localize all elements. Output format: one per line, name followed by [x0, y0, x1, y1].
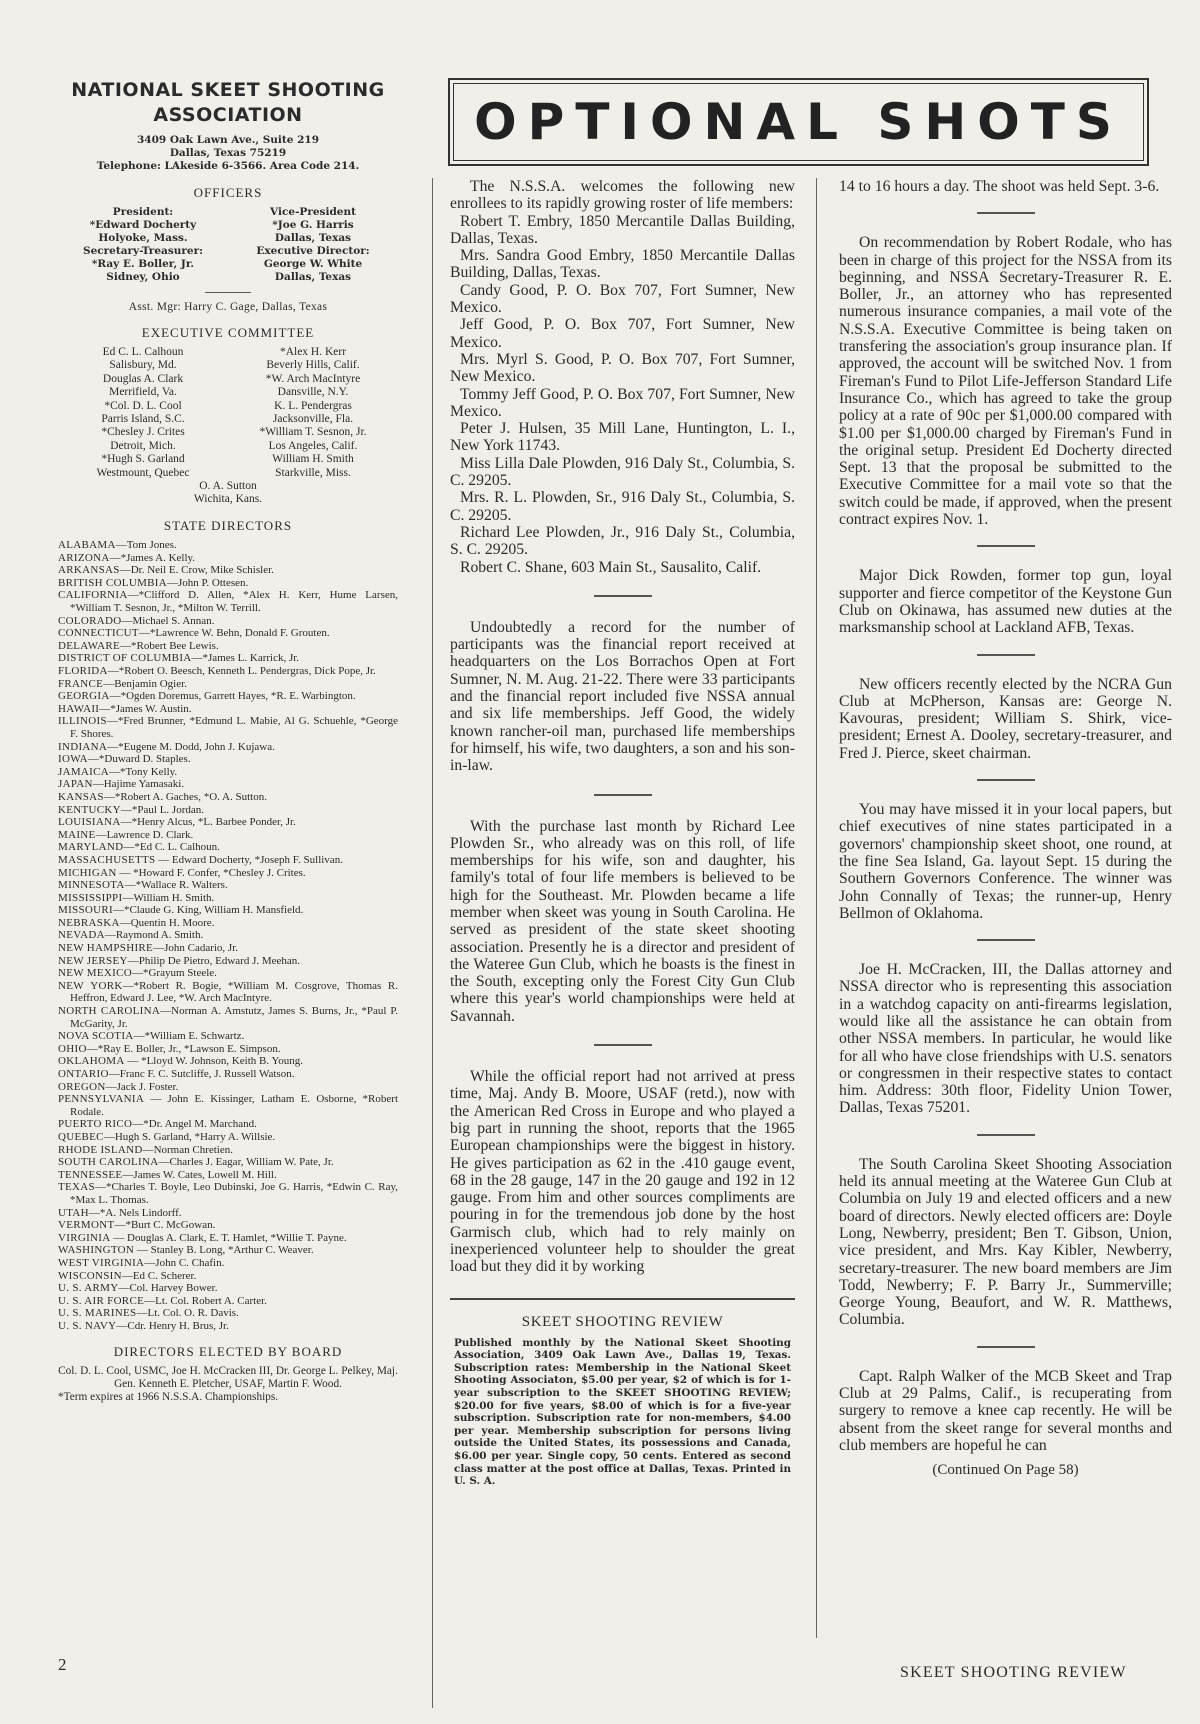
director-names: —*James L. Karrick, Jr.: [191, 652, 300, 665]
state-director-entry: [58, 665, 398, 678]
state-director-entry: [58, 1207, 398, 1220]
state-name: JAPAN: [58, 778, 93, 791]
state-name: MAINE: [58, 828, 96, 841]
state-director-entry: [58, 1320, 398, 1333]
governors-paragraph: You may have missed it in your local papers, but chief executives of nine states participated in a governors' championship skeet shoot, one round, at the fine Sea Island, Ga. layout Sept. 15 during the Southern Governors Conference. The winner was John Connally of Texas; the runner-up, Henry Bellmon of Oklahoma.: [839, 801, 1172, 922]
state-name: VIRGINIA: [58, 1231, 111, 1244]
director-names: —*Wallace R. Walters.: [124, 879, 228, 892]
state-director-entry: [58, 564, 398, 577]
directors-board-heading: DIRECTORS ELECTED BY BOARD: [113, 1344, 343, 1360]
association-sidebar: [58, 78, 398, 1404]
exec-member-line: *Hugh S. Garland: [101, 453, 185, 466]
state-director-entry: [58, 552, 398, 565]
state-director-entry: [58, 627, 398, 640]
director-names: —*Robert O. Beesch, Kenneth L. Pendergras, Dick Pope, Jr.: [107, 665, 376, 677]
state-director-entry: [58, 816, 398, 829]
director-names: —*Dr. Angel M. Marchand.: [132, 1118, 257, 1131]
state-name: TENNESSEE: [58, 1168, 123, 1181]
state-name: U. S. ARMY: [58, 1282, 119, 1295]
state-name: HAWAII: [58, 702, 100, 715]
south-carolina-paragraph: The South Carolina Skeet Shooting Association held its annual meeting at the Wateree Gun Club at Columbia on July 19 and elected officers and a new board of directors. Newly elected officers are: Doyle Long, Newberry, president; Ben T. Gibson, Union, vice president, and Mrs. Kay Kibler, Newberry, secretary-treasurer. The new board members are Jim Todd, Newberry; F. P. Barry Jr., Summerville; George Young, Beaufort, and W. R. Matthews, Columbia.: [839, 1155, 1172, 1329]
section-header-box: [448, 78, 1149, 166]
state-director-entry: [58, 539, 398, 552]
state-name: SOUTH CAROLINA: [58, 1156, 159, 1169]
exec-right-column: [228, 346, 398, 480]
state-name: NOVA SCOTIA: [58, 1030, 134, 1043]
director-names: —Charles J. Eagar, William W. Pate, Jr.: [158, 1156, 334, 1169]
exec-member-line: *Col. D. L. Cool: [104, 399, 182, 412]
exec-member-line: Salisbury, Md.: [109, 359, 177, 372]
director-names: —Quentin H. Moore.: [119, 916, 215, 929]
director-names: —*Grayum Steele.: [131, 967, 217, 980]
state-name: FRANCE: [58, 677, 104, 690]
state-director-entry: [58, 1156, 398, 1169]
officer-line: Dallas, Texas: [274, 232, 352, 244]
state-name: MINNESOTA: [58, 879, 125, 892]
director-names: — Stanley B. Long, *Arthur C. Weaver.: [134, 1244, 314, 1257]
state-name: ARKANSAS: [58, 564, 120, 577]
exec-member-line: Douglas A. Clark: [102, 372, 184, 385]
director-names: —John C. Chafin.: [144, 1256, 225, 1269]
director-names: — John E. Kissinger, Latham E. Osborne, *Robert Rodale.: [70, 1093, 398, 1118]
state-name: DELAWARE: [58, 639, 121, 652]
state-director-entry: [58, 703, 398, 716]
state-name: NEVADA: [58, 929, 105, 942]
state-director-entry: [58, 1257, 398, 1270]
exec-left-column: [58, 346, 228, 480]
state-name: QUEBEC: [58, 1130, 104, 1143]
state-director-entry: [58, 1232, 398, 1245]
state-director-entry: [58, 1005, 398, 1030]
state-name: NEW YORK: [58, 979, 123, 992]
director-names: — Edward Docherty, *Joseph F. Sullivan.: [155, 853, 343, 866]
state-name: MICHIGAN: [58, 866, 117, 879]
state-director-entry: [58, 690, 398, 703]
record-paragraph: Undoubtedly a record for the number of participants was the financial report received at headquarters on the Los Borrachos Open at Fort Sumner, N. M. Aug. 21-22. There were 33 participants and the financial report included five NSSA annual and six life memberships. Jeff Good, the widely known rancher-oil man, purchased life memberships for himself, his wife, two daughters, a son and his son-in-law.: [450, 618, 795, 775]
state-directors-heading: STATE DIRECTORS: [163, 518, 293, 534]
continued-note: (Continued On Page 58): [932, 1462, 1079, 1479]
life-members-intro: The N.S.S.A. welcomes the following new enrollees to its rapidly growing roster of life members:: [450, 178, 795, 213]
exec-member-line: *Chesley J. Crites: [101, 426, 185, 439]
divider: [977, 939, 1035, 941]
state-director-entry: [58, 1270, 398, 1283]
director-names: —Ed C. Scherer.: [121, 1269, 197, 1282]
association-title-line2: ASSOCIATION: [153, 104, 303, 126]
mccracken-paragraph: Joe H. McCracken, III, the Dallas attorney and NSSA director who is representing this association in a watchdog capacity on anti-firearms legislation, would like all the assistance he can obtain from other NSSA members. In particular, he would like for all who have close friendships with U.S. senators or congressmen in their respective states to contact him. Address: 30th floor, Fidelity Union Tower, Dallas, Texas 75201.: [839, 961, 1172, 1117]
officer-line: *Ray E. Boller, Jr.: [91, 258, 195, 270]
life-member-entry: Mrs. R. L. Plowden, Sr., 916 Daly St., Columbia, S. C. 29205.: [450, 489, 795, 524]
state-director-entry: [58, 1282, 398, 1295]
director-names: —Philip De Pietro, Edward J. Meehan.: [127, 954, 301, 967]
officers-heading: OFFICERS: [193, 185, 263, 200]
divider: [977, 1346, 1035, 1348]
state-name: ALABAMA: [58, 539, 116, 552]
life-member-entry: Jeff Good, P. O. Box 707, Fort Sumner, New Mexico.: [450, 316, 795, 351]
exec-member-line: *William T. Sesnon, Jr.: [259, 426, 367, 439]
assistant-manager: Asst. Mgr: Harry C. Gage, Dallas, Texas: [128, 301, 328, 313]
officer-line: Vice-President: [270, 206, 356, 218]
exec-member-line: Ed C. L. Calhoun: [102, 346, 184, 358]
divider: [977, 654, 1035, 656]
continued-paragraph: 14 to 16 hours a day. The shoot was held Sept. 3-6.: [839, 178, 1160, 195]
director-names: —*Charles T. Boyle, Leo Dubinski, Joe G. Harris, *Edwin C. Ray, *Max L. Thomas.: [70, 1181, 398, 1206]
state-name: JAMAICA: [58, 765, 109, 778]
state-director-entry: [58, 1118, 398, 1131]
divider: [205, 292, 251, 293]
state-name: PENNSYLVANIA: [58, 1093, 145, 1106]
state-director-entry: [58, 1055, 398, 1068]
state-name: OKLAHOMA: [58, 1055, 125, 1068]
officer-line: Executive Director:: [256, 245, 370, 257]
officers-list: [58, 206, 398, 284]
state-director-entry: [58, 917, 398, 930]
state-director-entry: [58, 1081, 398, 1094]
director-names: —William H. Smith.: [122, 891, 215, 904]
director-names: —Michael S. Annan.: [121, 614, 215, 627]
state-name: PUERTO RICO: [58, 1118, 133, 1131]
director-names: —Raymond A. Smith.: [104, 929, 204, 942]
masthead: [450, 1298, 795, 1488]
state-name: U. S. MARINES: [58, 1307, 137, 1320]
life-member-entry: Mrs. Sandra Good Embry, 1850 Mercantile Dallas Building, Dallas, Texas.: [450, 247, 795, 282]
state-director-entry: [58, 980, 398, 1005]
state-name: KANSAS: [58, 790, 104, 803]
exec-bottom-member: O. A. Sutton Wichita, Kans.: [193, 480, 263, 506]
officer-line: President:: [112, 206, 174, 218]
state-director-entry: [58, 715, 398, 740]
term-note: *Term expires at 1966 N.S.S.A. Championships.: [58, 1391, 279, 1404]
life-member-entry: Richard Lee Plowden, Jr., 916 Daly St., Columbia, S. C. 29205.: [450, 523, 795, 559]
officer-line: Holyoke, Mass.: [98, 232, 188, 244]
director-names: —*Henry Alcus, *L. Barbee Ponder, Jr.: [120, 816, 296, 829]
state-director-entry: [58, 829, 398, 842]
state-name: NEW HAMPSHIRE: [58, 942, 154, 955]
state-director-entry: [58, 892, 398, 905]
state-director-entry: [58, 929, 398, 942]
state-name: INDIANA: [58, 740, 108, 753]
executive-committee-list: [58, 346, 398, 480]
director-names: —Tom Jones.: [115, 539, 177, 552]
state-name: WISCONSIN: [58, 1269, 122, 1282]
director-names: —Hajime Yamasaki.: [92, 778, 185, 791]
state-name: WEST VIRGINIA: [58, 1256, 145, 1269]
life-member-entry: Miss Lilla Dale Plowden, 916 Daly St., Columbia, S. C. 29205.: [450, 454, 795, 490]
director-names: —*Robert A. Gaches, *O. A. Sutton.: [103, 790, 267, 803]
state-name: CALIFORNIA: [58, 589, 128, 602]
middle-column: [450, 178, 795, 1488]
masthead-text: Published monthly by the National Skeet Shooting Association, 3409 Oak Lawn Ave., Dallas 19, Texas. Subscription rates: Membership in the National Skeet Shooting Associaton, $5.00 per year, $2 of which is for 1-year subscription to the SKEET SHOOTING REVIEW; $20.00 for five years, $8.00 of which is for a five-year subscription. Subscription rate for non-members, $4.00 per year. Membership subscription for persons living outside the United States, its possessions and Canada, $6.00 per year. Single copy, 50 cents. Entered as second class matter at the post office at Dallas, Texas. Printed in U. S. A.: [454, 1336, 791, 1488]
association-address: 3409 Oak Lawn Ave., Suite 219 Dallas, Texas 75219 Telephone: LAkeside 6-3566. Area Code 214.: [96, 134, 360, 172]
officer-line: Secretary-Treasurer:: [82, 245, 203, 257]
state-name: FLORIDA: [58, 665, 108, 677]
right-column: [839, 178, 1172, 1479]
exec-member-line: Dansville, N.Y.: [277, 386, 349, 399]
state-name: DISTRICT OF COLUMBIA: [58, 652, 192, 665]
director-names: —*Robert Bee Lewis.: [120, 639, 219, 652]
state-name: NORTH CAROLINA: [58, 1005, 161, 1018]
state-director-entry: [58, 1131, 398, 1144]
director-names: —*Fred Brunner, *Edmund L. Mabie, Al G. Schuehle, *George F. Shores.: [70, 715, 398, 740]
state-name: MISSISSIPPI: [58, 891, 123, 904]
state-name: ILLINOIS: [58, 715, 107, 728]
state-director-entry: [58, 955, 398, 968]
officers-right-column: [228, 206, 398, 284]
exec-member-line: Jacksonville, Fla.: [272, 413, 354, 426]
director-names: —*James W. Austin.: [99, 702, 192, 715]
state-director-entry: [58, 678, 398, 691]
director-names: —Col. Harvey Bower.: [118, 1282, 218, 1295]
director-names: —*Burt C. McGowan.: [114, 1219, 216, 1232]
state-name: U. S. NAVY: [58, 1319, 117, 1332]
life-member-entry: Tommy Jeff Good, P. O. Box 707, Fort Sumner, New Mexico.: [450, 385, 795, 420]
state-director-entry: [58, 841, 398, 854]
officers-left-column: [58, 206, 228, 284]
director-names: — Douglas A. Clark, E. T. Hamlet, *Willie T. Payne.: [110, 1231, 347, 1244]
state-director-entry: [58, 1093, 398, 1118]
state-name: TEXAS: [58, 1181, 95, 1194]
state-director-entry: [58, 1043, 398, 1056]
director-names: —Jack J. Foster.: [105, 1080, 179, 1093]
life-member-entry: Robert C. Shane, 603 Main St., Sausalito, Calif.: [460, 558, 762, 576]
divider: [977, 1134, 1035, 1136]
director-names: —*Ed C. L. Calhoun.: [123, 841, 220, 854]
director-names: —*Eugene M. Dodd, John J. Kujawa.: [107, 740, 275, 753]
officer-line: George W. White: [263, 258, 363, 270]
director-names: —Lawrence D. Clark.: [95, 828, 194, 841]
director-names: —Lt. Col. Robert A. Carter.: [144, 1294, 267, 1307]
state-director-entry: [58, 1244, 398, 1257]
state-name: GEORGIA: [58, 690, 110, 703]
state-name: RHODE ISLAND: [58, 1143, 143, 1156]
state-name: COLORADO: [58, 614, 122, 627]
page-number: 2: [58, 1655, 67, 1674]
director-names: —John Cadario, Jr.: [153, 942, 239, 955]
director-names: —*James A. Kelly.: [109, 551, 196, 564]
state-director-entry: [58, 766, 398, 779]
state-name: NEW JERSEY: [58, 954, 128, 967]
column-divider: [432, 178, 433, 1708]
state-director-entry: [58, 640, 398, 653]
directors-board: [58, 1365, 398, 1404]
state-director-entry: [58, 791, 398, 804]
exec-member-line: *Alex H. Kerr: [279, 346, 347, 358]
state-name: CONNECTICUT: [58, 627, 139, 640]
state-name: LOUISIANA: [58, 816, 121, 829]
state-name: UTAH: [58, 1206, 89, 1219]
director-names: — *Howard F. Confer, *Chesley J. Crites.: [116, 866, 306, 879]
footer-title: SKEET SHOOTING REVIEW: [900, 1664, 1127, 1681]
director-names: —Norman A. Amstutz, James S. Burns, Jr., *Paul P. McGarity, Jr.: [70, 1005, 398, 1030]
divider: [977, 545, 1035, 547]
officer-line: *Edward Docherty: [89, 219, 197, 231]
state-director-entry: [58, 1307, 398, 1320]
director-names: —*Clifford D. Allen, *Alex H. Kerr, Hume Larsen, *William T. Sesnon, Jr., *Milton W. Terrill.: [70, 589, 398, 615]
director-names: —Franc F. C. Sutcliffe, J. Russell Watson.: [108, 1068, 295, 1080]
divider: [594, 1044, 652, 1046]
state-name: NEW MEXICO: [58, 967, 132, 980]
director-names: —*Ogden Doremus, Garrett Hayes, *R. E. Warbington.: [109, 690, 356, 703]
association-title-line1: NATIONAL SKEET SHOOTING: [71, 79, 385, 101]
state-name: MASSACHUSETTS: [58, 853, 156, 866]
state-name: VERMONT: [58, 1219, 115, 1232]
divider: [594, 595, 652, 597]
director-names: —Cdr. Henry H. Brus, Jr.: [116, 1319, 229, 1332]
exec-member-line: K. L. Pendergras: [274, 399, 352, 412]
directors-board-text: Col. D. L. Cool, USMC, Joe H. McCracken III, Dr. George L. Pelkey, Maj. Gen. Kenneth E. Pletcher, USAF, Martin F. Wood.: [58, 1365, 398, 1391]
exec-member-line: *W. Arch MacIntyre: [265, 372, 361, 385]
director-names: —Lt. Col. O. R. Davis.: [136, 1307, 239, 1320]
masthead-title: SKEET SHOOTING REVIEW: [521, 1313, 724, 1330]
state-director-entry: [58, 879, 398, 892]
state-name: OHIO: [58, 1042, 87, 1055]
life-member-entry: Candy Good, P. O. Box 707, Fort Sumner, New Mexico.: [450, 281, 795, 317]
life-members-list: [450, 213, 795, 576]
state-director-entry: [58, 1169, 398, 1182]
life-member-entry: Robert T. Embry, 1850 Mercantile Dallas Building, Dallas, Texas.: [450, 212, 795, 247]
exec-member-line: Parris Island, S.C.: [101, 413, 185, 426]
state-director-entry: [58, 577, 398, 590]
state-director-entry: [58, 652, 398, 665]
director-names: —*Robert R. Bogie, *William M. Cosgrove, Thomas R. Heffron, Edward J. Lee, *W. Arch MacIntyre.: [70, 979, 398, 1005]
officer-line: Dallas, Texas: [274, 271, 352, 283]
state-director-entry: [58, 1144, 398, 1157]
plowden-paragraph: With the purchase last month by Richard Lee Plowden Sr., who already was on this roll, of life memberships for his wife, son and daughter, his family's total of four life members is believed to be high for the Southeast. Mr. Plowden became a life member when skeet was young in South Carolina. He served as president of the state skeet shooting association. Presently he is a director and president of the Wateree Gun Club, which he boasts is the finest in the South, excepting only the Forest City Gun Club where this year's world championships were held at Savannah.: [450, 817, 795, 1025]
state-director-entry: [58, 904, 398, 917]
exec-member-line: Beverly Hills, Calif.: [266, 359, 360, 372]
walker-paragraph: Capt. Ralph Walker of the MCB Skeet and Trap Club at 29 Palms, Calif., is recuperating from surgery to remove a knee cap recently. He will be absent from the skeet range for several months and club members are hopeful he can: [839, 1367, 1172, 1454]
life-member-entry: Peter J. Hulsen, 35 Mill Lane, Huntington, L. I., New York 11743.: [450, 420, 795, 455]
state-name: IOWA: [58, 753, 88, 766]
state-name: OREGON: [58, 1080, 106, 1093]
director-names: —Norman Chretien.: [142, 1143, 234, 1156]
director-names: —Benjamin Ogier.: [103, 677, 187, 690]
section-title: OPTIONAL SHOTS: [474, 93, 1123, 151]
director-names: —*A. Nels Lindorff.: [88, 1206, 182, 1219]
insurance-paragraph: On recommendation by Robert Rodale, who has been in charge of this project for the NSSA from its beginning, and NSSA Secretary-Treasurer R. E. Boller, Jr., an attorney who has represented numerous insurance companies, a mail vote of the N.S.S.A. Executive Committee is being taken on transfering the association's group insurance plan. If approved, the account will be switched Nov. 1 from Fireman's Fund to Pilot Life-Jefferson Standard Life Insurance Co., which has agreed to take the group policy at a rate of 90c per $1,000.00 compared with $1.00 per $1,000.00 charged by Fireman's Fund in the original setup. President Ed Docherty directed Sept. 13 that the proposal be submitted to the Executive Committee for a mail vote so that the switch could be made, if approved, when the present contract expires Nov. 1.: [839, 234, 1172, 529]
column-divider: [816, 178, 817, 1638]
state-director-entry: [58, 615, 398, 628]
exec-member-line: Merrifield, Va.: [109, 386, 177, 399]
state-name: BRITISH COLUMBIA: [58, 576, 167, 589]
exec-member-line: Westmount, Quebec: [96, 466, 190, 479]
exec-member-line: Detroit, Mich.: [110, 439, 176, 452]
divider: [977, 212, 1035, 214]
state-name: ARIZONA: [58, 551, 110, 564]
exec-member-line: Los Angeles, Calif.: [268, 439, 358, 452]
state-director-entry: [58, 854, 398, 867]
state-director-entry: [58, 967, 398, 980]
director-names: —*Ray E. Boller, Jr., *Lawson E. Simpson.: [86, 1042, 281, 1055]
officer-line: *Joe G. Harris: [272, 219, 354, 231]
state-name: KENTUCKY: [58, 803, 121, 816]
state-directors-list: [58, 539, 398, 1332]
state-name: ONTARIO: [58, 1068, 109, 1080]
director-names: —*Duward D. Staples.: [87, 753, 191, 766]
director-names: —*Paul L. Jordan.: [120, 803, 205, 816]
state-name: MISSOURI: [58, 904, 113, 917]
divider: [977, 779, 1035, 781]
executive-committee-heading: EXECUTIVE COMMITTEE: [141, 325, 315, 340]
state-director-entry: [58, 1030, 398, 1043]
director-names: —James W. Cates, Lowell M. Hill.: [122, 1168, 277, 1181]
director-names: —Hugh S. Garland, *Harry A. Willsie.: [103, 1130, 276, 1143]
director-names: —*William E. Schwartz.: [133, 1030, 245, 1043]
director-names: —*Lawrence W. Behn, Donald F. Grouten.: [138, 627, 330, 640]
ncra-paragraph: New officers recently elected by the NCRA Gun Club at McPherson, Kansas are: George N. Kavouras, president; William S. Shirk, vice-president; Ernest A. Dooley, secretary-treasurer, and Fred J. Pierce, skeet chairman.: [839, 675, 1172, 762]
state-director-entry: [58, 753, 398, 766]
european-championships-paragraph: While the official report had not arrived at press time, Maj. Andy B. Moore, USAF (retd.), now with the American Red Cross in Europe and who played a big part in running the shoot, reports that the 1965 European championships were the biggest in history. He gives participation as 62 in the .410 gauge event, 68 in the 28 gauge, 147 in the 20 gauge and 192 in 12 gauge. From him and other sources compliments are pouring in for the tremendous job done by the host Garmisch club, which had to rely mainly on inexperienced volunteer help to shoulder the great load but they did it by working: [450, 1068, 795, 1276]
state-name: WASHINGTON: [58, 1244, 135, 1257]
state-director-entry: [58, 1181, 398, 1206]
director-names: —John P. Ottesen.: [167, 576, 249, 589]
rowden-paragraph: Major Dick Rowden, former top gun, loyal supporter and fierce competitor of the Keystone Gun Club on Okinawa, has assumed new duties at the marksmanship school at Lackland AFB, Texas.: [839, 567, 1172, 637]
director-names: —*Claude G. King, William H. Mansfield.: [112, 904, 304, 917]
state-director-entry: [58, 1068, 398, 1081]
state-director-entry: [58, 741, 398, 754]
officer-line: Sidney, Ohio: [106, 271, 180, 283]
state-director-entry: [58, 1219, 398, 1232]
state-director-entry: [58, 589, 398, 614]
director-names: —Dr. Neil E. Crow, Mike Schisler.: [119, 564, 274, 577]
state-director-entry: [58, 1295, 398, 1308]
state-name: NEBRASKA: [58, 916, 120, 929]
divider: [594, 794, 652, 796]
state-director-entry: [58, 778, 398, 791]
state-director-entry: [58, 867, 398, 880]
director-names: —*Tony Kelly.: [109, 765, 178, 778]
exec-member-line: Starkville, Miss.: [275, 466, 351, 479]
life-member-entry: Mrs. Myrl S. Good, P. O. Box 707, Fort Sumner, New Mexico.: [450, 350, 795, 386]
state-name: MARYLAND: [58, 841, 124, 854]
state-director-entry: [58, 942, 398, 955]
state-director-entry: [58, 804, 398, 817]
director-names: — *Lloyd W. Johnson, Keith B. Young.: [124, 1055, 304, 1068]
exec-member-line: William H. Smith: [272, 453, 354, 466]
state-name: U. S. AIR FORCE: [58, 1294, 145, 1307]
